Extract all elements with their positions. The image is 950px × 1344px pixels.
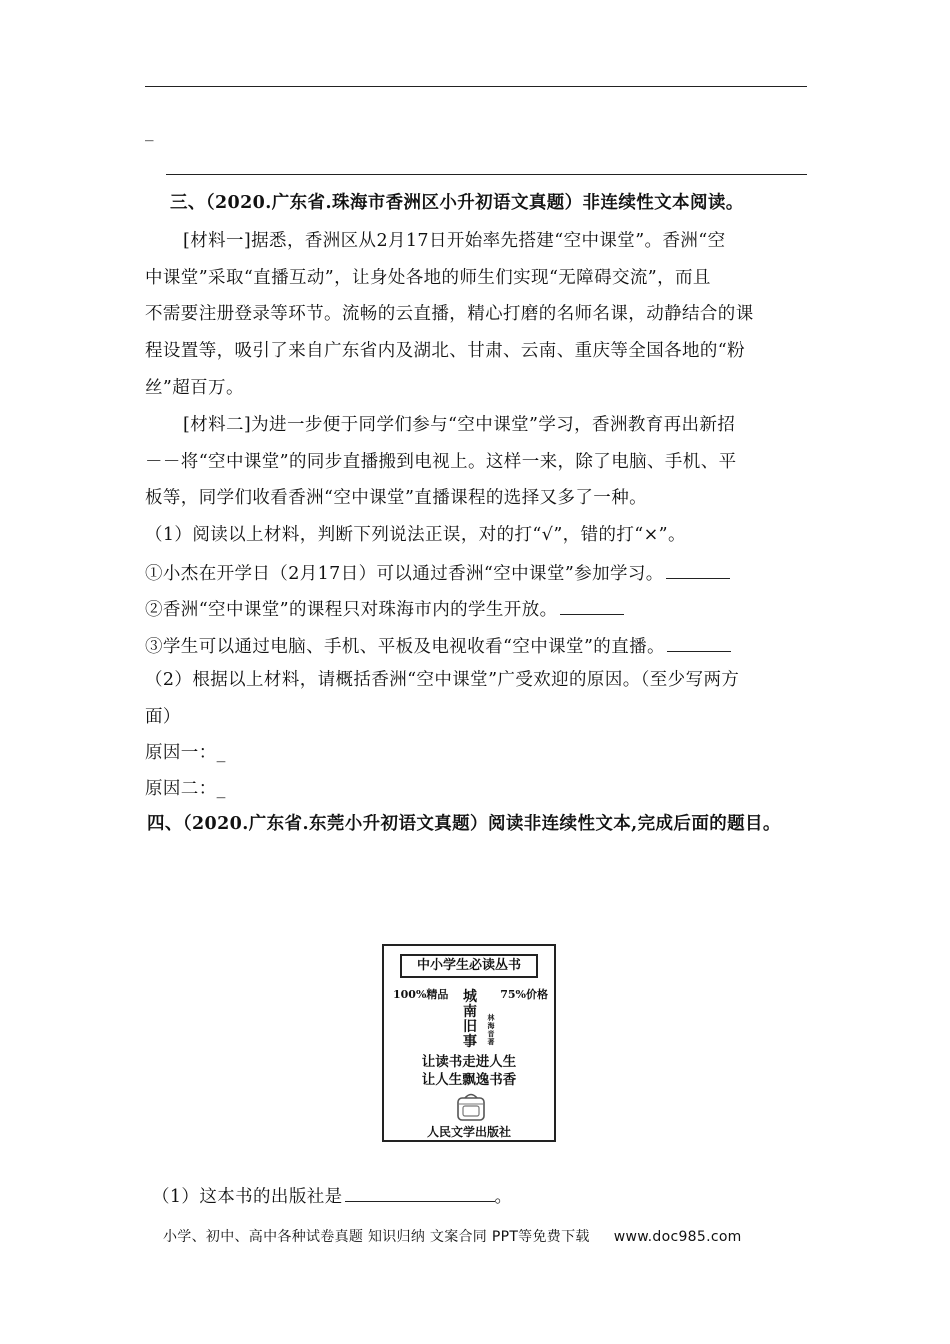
material1-line: 程设置等，吸引了来自广东省内及湖北、甘肃、云南、重庆等全国各地的“粉 (145, 341, 746, 361)
book-quality-label: 100%精品 (393, 988, 449, 1001)
book-slogan-2: 让人生飘逸书香 (421, 1072, 517, 1088)
answer-line-2 (166, 174, 807, 175)
q1-item-text: ③学生可以通过电脑、手机、平板及电视收看“空中课堂”的直播。 (145, 637, 665, 657)
section4-q1 (152, 1183, 512, 1209)
footer-text: 小学、初中、高中各种试卷真题 知识归纳 文案合同 PPT等免费下载 (163, 1229, 590, 1245)
book-slogan-1: 让读书走进人生 (421, 1054, 517, 1070)
q1-prompt: （1）阅读以上材料，判断下列说法正误，对的打“√”，错的打“×”。 (145, 525, 686, 545)
q1-item-text: ①小杰在开学日（2月17日）可以通过香洲“空中课堂”参加学习。 (145, 564, 664, 584)
q1-item-3 (145, 633, 731, 659)
answer-blank[interactable] (666, 560, 730, 579)
book-price-label: 75%价格 (500, 988, 548, 1001)
q1-item-text: ②香洲“空中课堂”的课程只对珠海市内的学生开放。 (145, 600, 558, 620)
answer-blank[interactable] (560, 596, 624, 615)
answer-blank-mark: _ (145, 122, 154, 142)
book-author: 林海音著 (487, 1013, 495, 1046)
material2-line: 板等，同学们收看香洲“空中课堂”直播课程的选择又多了一种。 (145, 488, 647, 508)
school-bag-icon (452, 1090, 490, 1122)
book-series-label: 中小学生必读丛书 (400, 954, 538, 978)
answer-line-1 (145, 86, 807, 87)
book-title: 城南旧事 (463, 989, 477, 1050)
q1-suffix: 。 (494, 1187, 513, 1207)
q1-item-2 (145, 596, 624, 622)
q1-item-1 (145, 560, 730, 586)
book-publisher: 人民文学出版社 (426, 1125, 511, 1139)
material1-line: 不需要注册登录等环节。流畅的云直播，精心打磨的名师名课，动静结合的课 (145, 304, 754, 324)
page-footer (163, 1226, 742, 1246)
material2-line: [材料二]为进一步便于同学们参与“空中课堂”学习，香洲教育再出新招 (183, 415, 736, 435)
reason-1: 原因一：_ (145, 743, 226, 763)
q1-prefix: （1）这本书的出版社是 (152, 1187, 343, 1207)
section4-heading: 四、（2020.广东省.东莞小升初语文真题）阅读非连续性文本,完成后面的题目。 (147, 814, 781, 834)
publisher-answer-blank[interactable] (345, 1183, 495, 1202)
footer-site: www.doc985.com (613, 1229, 742, 1245)
answer-blank[interactable] (667, 633, 731, 652)
material1-line: 中课堂”采取“直播互动”，让身处各地的师生们实现“无障碍交流”，而且 (145, 268, 711, 288)
material2-line: －－将“空中课堂”的同步直播搬到电视上。这样一来，除了电脑、手机、平 (145, 452, 737, 472)
q2-prompt-cont: 面） (145, 707, 181, 727)
section3-heading: 三、（2020.广东省.珠海市香洲区小升初语文真题）非连续性文本阅读。 (170, 193, 744, 213)
material1-line: 丝”超百万。 (145, 378, 244, 398)
q2-prompt: （2）根据以上材料，请概括香洲“空中课堂”广受欢迎的原因。（至少写两方 (145, 670, 740, 690)
book-cover-image (382, 944, 556, 1142)
reason-2: 原因二：_ (145, 779, 226, 799)
material1-line: [材料一]据悉，香洲区从2月17日开始率先搭建“空中课堂”。香洲“空 (183, 231, 726, 251)
